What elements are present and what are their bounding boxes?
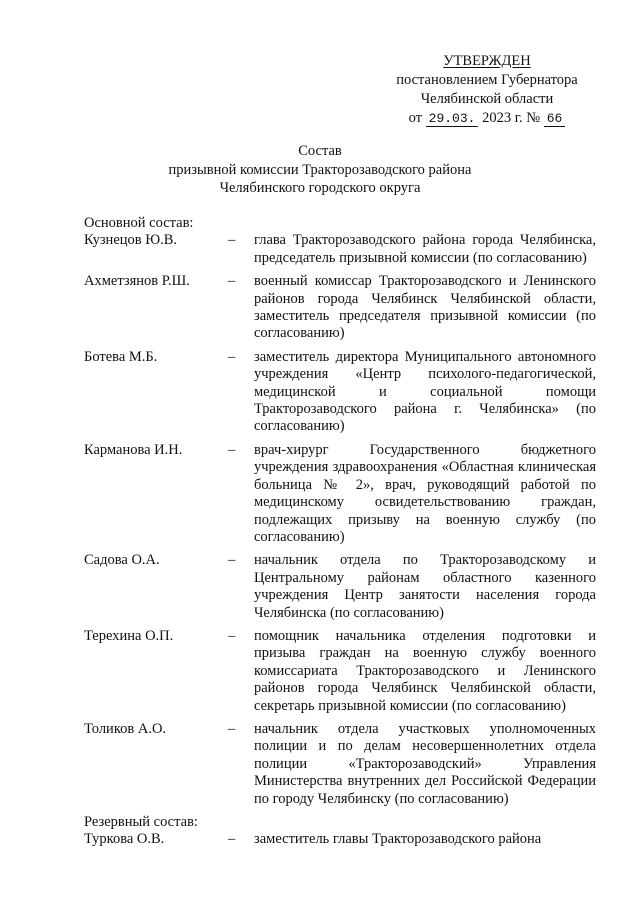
member-dash: – [228,831,236,848]
approval-line-2: Челябинской области [420,91,554,107]
reserve-composition-heading: Резервный состав: [84,814,198,830]
member-name: Туркова О.В. [84,831,165,848]
member-dash: – [228,720,236,737]
commission-list [84,215,596,855]
member-role: глава Тракторозаводского района города Челябинска, председатель призывной комиссии (по согласованию) [254,232,596,266]
member-row [84,442,596,546]
main-composition-heading: Основной состав: [84,215,194,231]
member-role: военный комиссар Тракторозаводского и Ленинского районов города Челябинск Челябинской области, заместитель председателя призывной комиссии (по согласованию) [254,273,596,342]
member-dash: – [228,348,236,365]
approval-date-line [380,109,594,128]
member-name: Терехина О.П. [84,627,174,644]
date-year: 2023 г. [482,110,523,126]
member-role: врач-хирург Государственного бюджетного учреждения здравоохранения «Областная клиническая больница № 2», врач, руководящий работой по медицинскому освидетельствованию граждан, подлежащих призыву на военную службу (по согласованию) [254,441,596,545]
approval-stamp [380,52,594,128]
date-value: 29.03. [426,111,479,127]
member-dash: – [228,627,236,644]
number-sign: № [526,110,541,126]
title-line-1: Состав [298,143,342,159]
member-row [84,831,596,849]
member-name: Садова О.А. [84,552,160,569]
title-line-2: призывной комиссии Тракторозаводского района [168,161,472,178]
member-role: помощник начальника отделения подготовки и призыва граждан на военную службу военного комиссариата Тракторозаводского и Ленинского районов города Челябинск Челябинской области, секретарь призывной комиссии (по согласованию) [254,627,596,714]
member-role: заместитель главы Тракторозаводского района [254,831,542,848]
member-dash: – [228,441,236,458]
title-line-3: Челябинского городского округа [219,180,421,196]
member-name: Кузнецов Ю.В. [84,232,178,249]
member-row [84,349,596,436]
member-dash: – [228,232,236,249]
document-number: 66 [544,111,566,127]
member-name: Ахметзянов Р.Ш. [84,273,190,290]
member-row [84,721,596,808]
member-name: Карманова И.Н. [84,441,183,458]
member-row [84,552,596,622]
approval-label: УТВЕРЖДЕН [443,53,531,69]
date-prefix: от [408,110,423,126]
member-name: Ботева М.Б. [84,348,158,365]
member-role: заместитель директора Муниципального автономного учреждения «Центр психолого-педагогической, медицинской и социальной помощи Тракторозаводского района г. Челябинска» (по согласованию) [254,348,596,435]
member-dash: – [228,273,236,290]
member-row [84,628,596,715]
document-title [0,142,640,198]
member-row [84,232,596,267]
member-dash: – [228,552,236,569]
reserve-members-list [84,831,596,849]
approval-line-1: постановлением Губернатора [396,72,578,88]
main-members-list [84,232,596,808]
member-role: начальник отдела по Тракторозаводскому и Центральному районам областного казенного учреждения Центр занятости населения города Челябинска (по согласованию) [254,552,596,621]
member-role: начальник отдела участковых уполномоченных полиции и по делам несовершеннолетних отдела полиции «Тракторозаводский» Управления Министерства внутренних дел Российской Федерации по городу Челябинску (по согласованию) [254,720,596,807]
member-row [84,273,596,343]
member-name: Толиков А.О. [84,720,167,737]
